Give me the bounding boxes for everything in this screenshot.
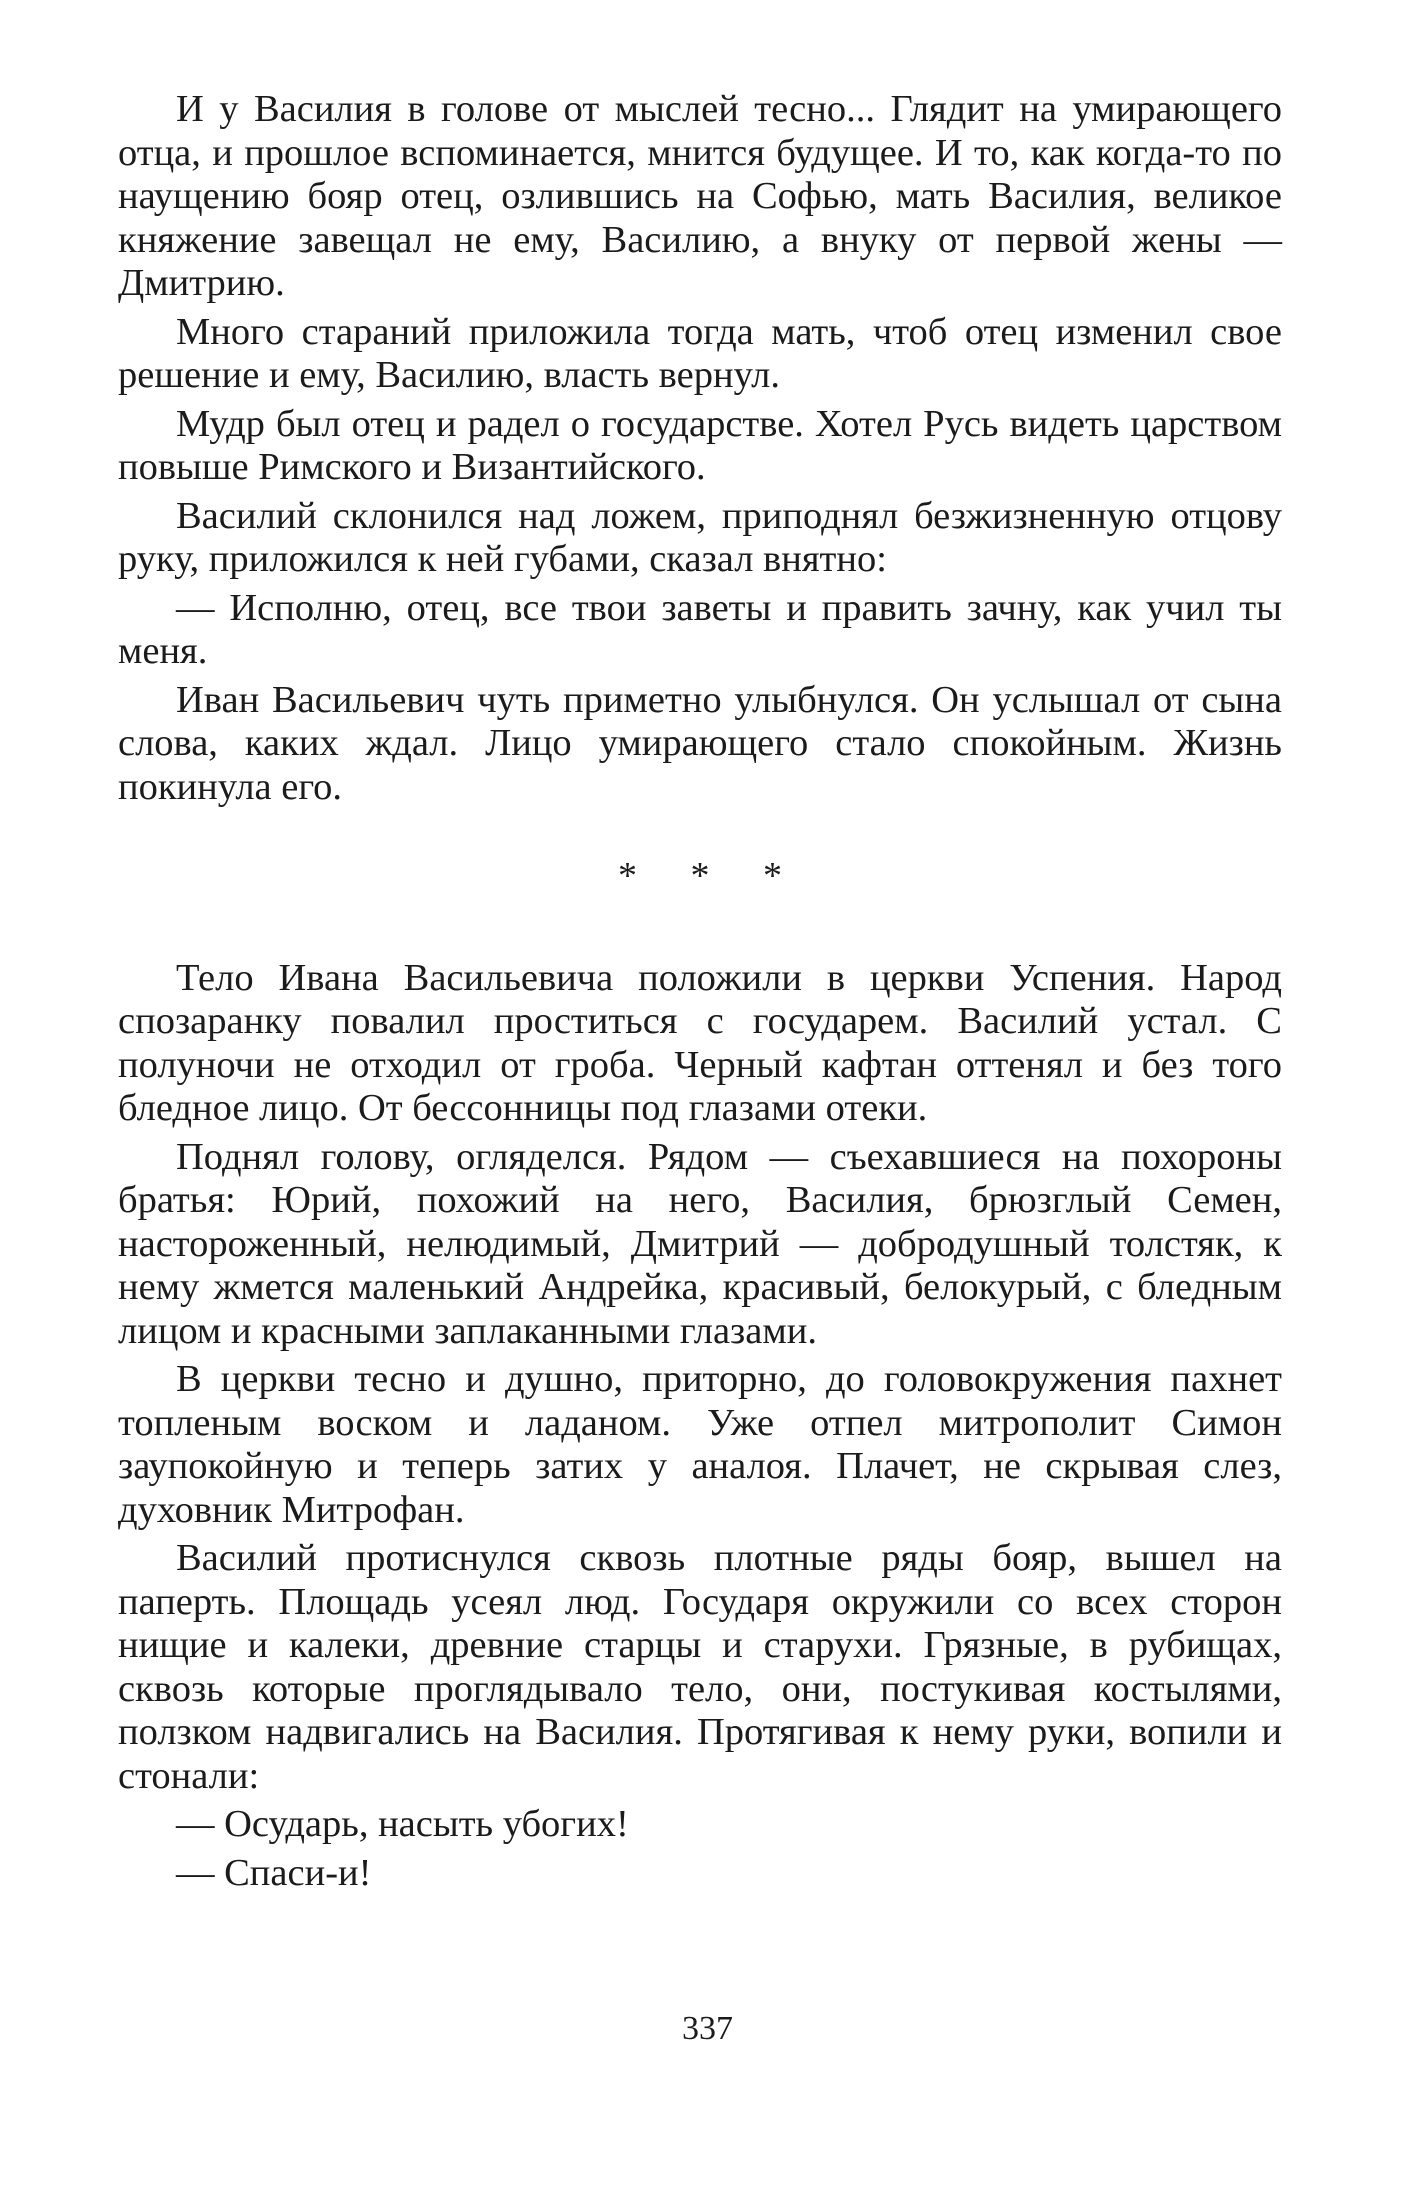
- book-page: [118, 88, 1282, 1900]
- paragraph: Много стараний приложила тогда мать, чтоб отец изменил свое решение и ему, Василию, власть вернул.: [118, 310, 1282, 396]
- paragraph: В церкви тесно и душно, приторно, до головокружения пахнет топленым воском и ладаном. Уже отпел митрополит Симон заупокойную и теперь затих у аналоя. Плачет, не скрывая слез, духовник Митрофан.: [118, 1358, 1282, 1531]
- paragraph: Мудр был отец и радел о государстве. Хотел Русь видеть царством повыше Римского и Византийского.: [118, 402, 1282, 488]
- page-number: 337: [682, 2010, 733, 2047]
- paragraph: Иван Васильевич чуть приметно улыбнулся. Он услышал от сына слова, каких ждал. Лицо умирающего стало спокойным. Жизнь покинула его.: [118, 678, 1282, 808]
- paragraph: Василий склонился над ложем, приподнял безжизненную отцову руку, приложился к ней губами, сказал внятно:: [118, 494, 1282, 580]
- paragraph: И у Василия в голове от мыслей тесно... Глядит на умирающего отца, и прошлое вспоминается, мнится будущее. И то, как когда-то по наущению бояр отец, озлившись на Софью, мать Василия, великое княжение завещал не ему, Василию, а внуку от первой жены — Дмитрию.: [118, 88, 1282, 304]
- paragraph: Тело Ивана Васильевича положили в церкви Успения. Народ спозаранку повалил проститься с государем. Василий устал. С полуночи не отходил от гроба. Черный кафтан оттенял и без того бледное лицо. От бессонницы под глазами отеки.: [118, 956, 1282, 1129]
- section-separator: * * *: [618, 855, 804, 897]
- paragraph: Василий протиснулся сквозь плотные ряды бояр, вышел на паперть. Площадь усеял люд. Государя окружили со всех сторон нищие и калеки, древние старцы и старухи. Грязные, в рубищах, сквозь которые проглядывало тело, они, постукивая костылями, ползком надвигались на Василия. Протягивая к нему руки, вопили и стонали:: [118, 1537, 1282, 1797]
- dialogue-line: — Осударь, насыть убогих!: [176, 1803, 629, 1845]
- dialogue-line: — Спаси-и!: [176, 1851, 372, 1894]
- paragraph: Поднял голову, огляделся. Рядом — съехавшиеся на похороны братья: Юрий, похожий на него, Василия, брюзглый Семен, настороженный, нелюдимый, Дмитрий — добродушный толстяк, к нему жмется маленький Андрейка, красивый, белокурый, с бледным лицом и красными заплаканными глазами.: [118, 1135, 1282, 1352]
- dialogue-line: — Исполню, отец, все твои заветы и править зачну, как учил ты меня.: [118, 586, 1282, 672]
